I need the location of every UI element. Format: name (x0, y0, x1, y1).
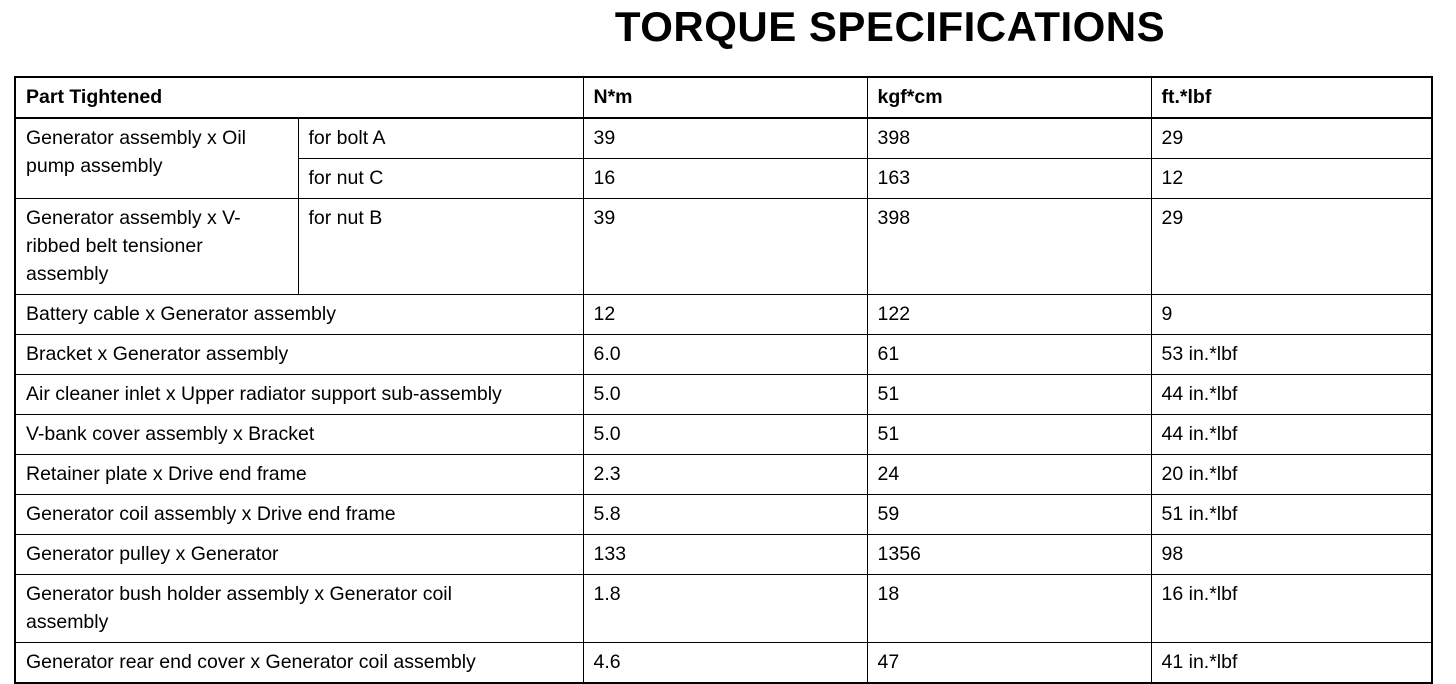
page-title: TORQUE SPECIFICATIONS (614, 3, 1166, 50)
ft-cell: 41 in.*lbf (1151, 643, 1432, 684)
table-row (15, 118, 1432, 159)
table-row (15, 455, 1432, 495)
part-cell: Bracket x Generator assembly (15, 335, 583, 375)
ft-cell: 44 in.*lbf (1151, 375, 1432, 415)
nm-cell: 6.0 (583, 335, 867, 375)
part-cell: Generator pulley x Generator (15, 535, 583, 575)
header-nm: N*m (583, 77, 867, 118)
ft-cell: 51 in.*lbf (1151, 495, 1432, 535)
kgf-cell: 47 (867, 643, 1151, 684)
part-cell: Generator rear end cover x Generator coil assembly (15, 643, 583, 684)
kgf-cell: 59 (867, 495, 1151, 535)
nm-cell: 2.3 (583, 455, 867, 495)
part-cell: Generator coil assembly x Drive end frame (15, 495, 583, 535)
ft-cell: 9 (1151, 295, 1432, 335)
nm-cell: 16 (583, 159, 867, 199)
part-cell: Generator bush holder assembly x Generator coil assembly (15, 575, 583, 643)
kgf-cell: 51 (867, 375, 1151, 415)
sub-part-cell: for nut B (298, 199, 583, 295)
ft-cell: 16 in.*lbf (1151, 575, 1432, 643)
ft-cell: 29 (1151, 199, 1432, 295)
ft-cell: 12 (1151, 159, 1432, 199)
kgf-cell: 51 (867, 415, 1151, 455)
part-cell: V-bank cover assembly x Bracket (15, 415, 583, 455)
table-row (15, 335, 1432, 375)
kgf-cell: 163 (867, 159, 1151, 199)
table-row (15, 199, 1432, 295)
kgf-cell: 61 (867, 335, 1151, 375)
nm-cell: 5.0 (583, 375, 867, 415)
part-cell: Retainer plate x Drive end frame (15, 455, 583, 495)
table-row (15, 535, 1432, 575)
kgf-cell: 18 (867, 575, 1151, 643)
nm-cell: 5.0 (583, 415, 867, 455)
nm-cell: 39 (583, 199, 867, 295)
nm-cell: 4.6 (583, 643, 867, 684)
part-cell: Battery cable x Generator assembly (15, 295, 583, 335)
sub-part-cell: for bolt A (298, 118, 583, 159)
part-cell: Generator assembly x Oil pump assembly (15, 118, 298, 199)
kgf-cell: 122 (867, 295, 1151, 335)
nm-cell: 133 (583, 535, 867, 575)
table-row (15, 495, 1432, 535)
part-cell: Generator assembly x V-ribbed belt tensioner assembly (15, 199, 298, 295)
ft-cell: 44 in.*lbf (1151, 415, 1432, 455)
kgf-cell: 24 (867, 455, 1151, 495)
ft-cell: 98 (1151, 535, 1432, 575)
nm-cell: 39 (583, 118, 867, 159)
kgf-cell: 398 (867, 199, 1151, 295)
table-row (15, 375, 1432, 415)
header-ft-lbf: ft.*lbf (1151, 77, 1432, 118)
table-row (15, 295, 1432, 335)
table-header-row (15, 77, 1432, 118)
sub-part-cell: for nut C (298, 159, 583, 199)
ft-cell: 29 (1151, 118, 1432, 159)
ft-cell: 53 in.*lbf (1151, 335, 1432, 375)
torque-spec-table (14, 76, 1433, 684)
nm-cell: 1.8 (583, 575, 867, 643)
table-row (15, 415, 1432, 455)
header-part-tightened: Part Tightened (15, 77, 583, 118)
part-cell: Air cleaner inlet x Upper radiator support sub-assembly (15, 375, 583, 415)
table-row (15, 575, 1432, 643)
nm-cell: 12 (583, 295, 867, 335)
kgf-cell: 398 (867, 118, 1151, 159)
ft-cell: 20 in.*lbf (1151, 455, 1432, 495)
nm-cell: 5.8 (583, 495, 867, 535)
kgf-cell: 1356 (867, 535, 1151, 575)
header-kgf-cm: kgf*cm (867, 77, 1151, 118)
table-row (15, 643, 1432, 684)
